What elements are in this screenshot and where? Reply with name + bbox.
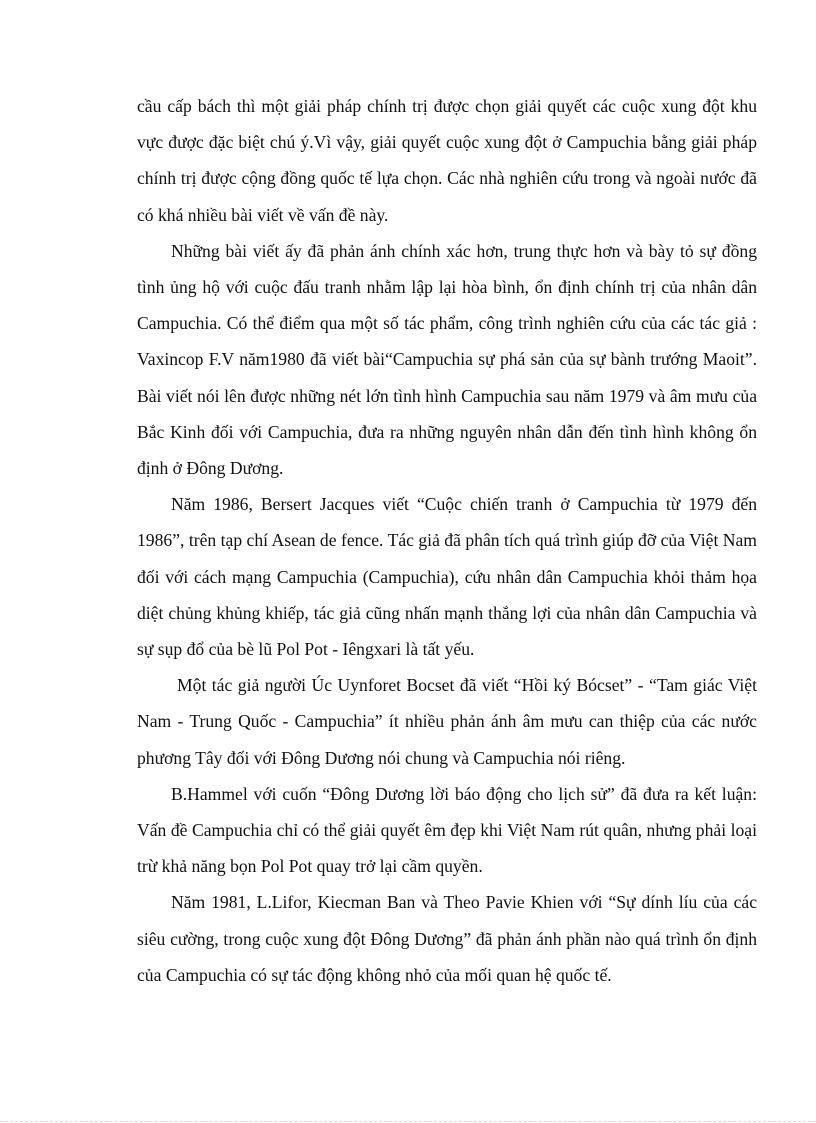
page-edge-divider: [0, 1121, 816, 1122]
paragraph-5: B.Hammel với cuốn “Đông Dương lời báo động cho lịch sử” đã đưa ra kết luận: Vấn đề Campuchia chỉ có thể giải quyết êm đẹp khi Việt Nam rút quân, nhưng phải loại trừ khả năng bọn Pol Pot quay trở lại cầm quyền.: [137, 783, 757, 877]
paragraph-2: Những bài viết ấy đã phản ánh chính xác hơn, trung thực hơn và bày tỏ sự đồng tình ủng hộ với cuộc đấu tranh nhằm lập lại hòa bình, ổn định chính trị của nhân dân Campuchia. Có thể điểm qua một số tác phẩm, công trình nghiên cứu của các tác giả : Vaxincop F.V năm1980 đã viết bài“Campuchia sự phá sản của sự bành trướng Maoit”. Bài viết nói lên được những nét lớn tình hình Campuchia sau năm 1979 và âm mưu của Bắc Kinh đối với Campuchia, đưa ra những nguyên nhân dẫn đến tình hình không ổn định ở Đông Dương.: [137, 240, 757, 479]
paragraph-1: cầu cấp bách thì một giải pháp chính trị được chọn giải quyết các cuộc xung đột khu vực được đặc biệt chú ý.Vì vậy, giải quyết cuộc xung đột ở Campuchia bằng giải pháp chính trị được cộng đồng quốc tế lựa chọn. Các nhà nghiên cứu trong và ngoài nước đã có khá nhiều bài viết về vấn đề này.: [137, 96, 757, 225]
body-text: [137, 88, 757, 993]
paragraph-3: Năm 1986, Bersert Jacques viết “Cuộc chiến tranh ở Campuchia từ 1979 đến 1986”, trên tạp chí Asean de fence. Tác giả đã phân tích quá trình giúp đỡ của Việt Nam đối với cách mạng Campuchia (Campuchia), cứu nhân dân Campuchia khỏi thảm họa diệt chủng khủng khiếp, tác giả cũng nhấn mạnh thắng lợi của nhân dân Campuchia và sự sụp đổ của bè lũ Pol Pot - Iêngxari là tất yếu.: [137, 494, 757, 660]
paragraph-4: Một tác giả người Úc Uynforet Bocset đã viết “Hồi ký Bócset” - “Tam giác Việt Nam - Trung Quốc - Campuchia” ít nhiều phản ánh âm mưu can thiệp của các nước phương Tây đối với Đông Dương nói chung và Campuchia nói riêng.: [137, 675, 757, 768]
paragraph-6: Năm 1981, L.Lifor, Kiecman Ban và Theo Pavie Khien với “Sự dính líu của các siêu cường, trong cuộc xung đột Đông Dương” đã phản ánh phần nào quá trình ổn định của Campuchia có sự tác động không nhỏ của mối quan hệ quốc tế.: [137, 892, 757, 985]
